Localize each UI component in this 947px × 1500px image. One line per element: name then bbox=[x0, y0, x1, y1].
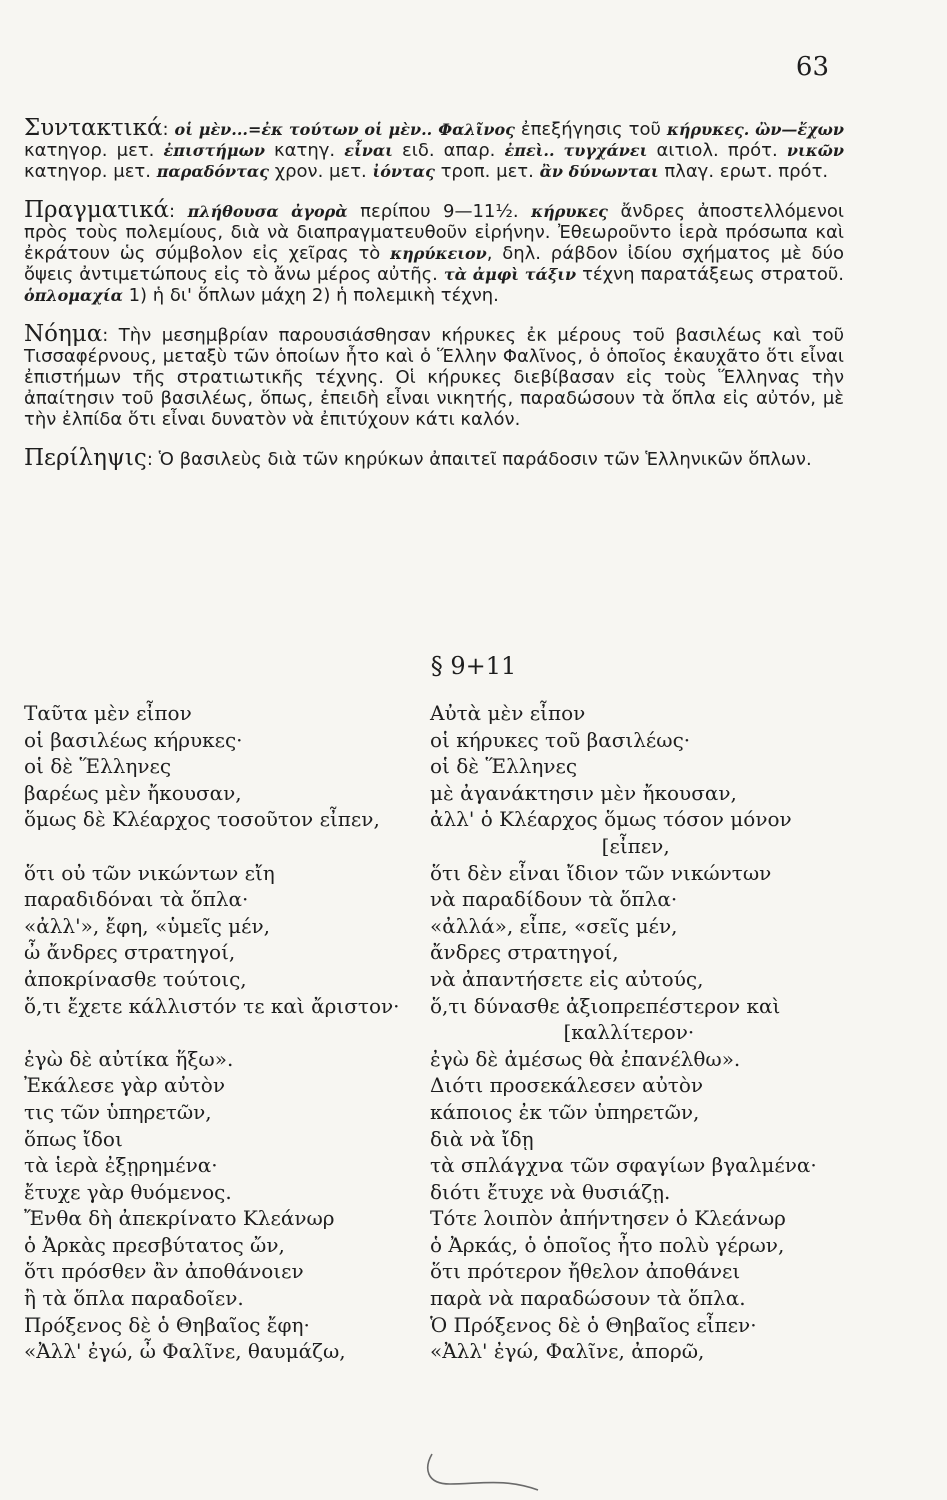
text-line bbox=[24, 1019, 400, 1046]
page-number: 63 bbox=[795, 52, 829, 82]
text-line: οἱ δὲ Ἕλληνες bbox=[430, 754, 578, 779]
text-line: παραδιδόναι τὰ ὅπλα· bbox=[24, 887, 249, 912]
text-line: οἱ βασιλέως κήρυκες· bbox=[24, 727, 243, 752]
note-heading: Περίληψις bbox=[24, 445, 147, 471]
text-line: διὰ νὰ ἴδῃ bbox=[430, 1126, 534, 1151]
note-text: : Ὁ βασιλεὺς διὰ τῶν κηρύκων ἀπαιτεῖ παράδοσιν τῶν Ἑλληνικῶν ὅπλων. bbox=[146, 449, 812, 470]
text-line: ἄνδρες στρατηγοί, bbox=[430, 940, 619, 965]
text-line: ὅπως ἴδοι bbox=[24, 1126, 123, 1151]
text-line: μὲ ἀγανάκτησιν μὲν ἤκουσαν, bbox=[430, 780, 737, 805]
note-text: ἄνδρες ἀποστελλόμενοι πρὸς τοὺς πολεμίους, διὰ νὰ διαπραγματευθοῦν εἰρήνην. Ἐθεωροῦντο ἱερὰ πρόσωπα καὶ ἐκράτουν ὡς σύμβολον εἰς χεῖρας τὸ bbox=[24, 201, 844, 264]
italic-term: κήρυκες bbox=[531, 202, 608, 221]
text-line: Αὐτὰ μὲν εἶπον bbox=[430, 701, 586, 725]
text-line: ὁ Ἀρκὰς πρεσβύτατος ὤν, bbox=[24, 1232, 285, 1257]
text-line: ἢ τὰ ὅπλα παραδοῖεν. bbox=[24, 1286, 244, 1311]
note-text: κατηγορ. μετ. bbox=[24, 140, 164, 161]
note-text: : Τὴν μεσημβρίαν παρουσιάσθησαν κήρυκες ἐκ μέρους τοῦ βασιλέως καὶ τοῦ Τισσαφέρνους, μεταξὺ τῶν ὁποίων ἦτο καὶ ὁ Ἕλλην Φαλῖνος, ὁ ὁποῖος ἐκαυχᾶτο ὅτι εἶναι ἐπιστήμων τῆς στρατιωτικῆς τέχνης. Οἱ κήρυκες διεβίβασαν εἰς τοὺς Ἕλληνας τὴν ἀπαίτησιν τοῦ βασιλέως, ὅπως, ἐπειδὴ εἶναι νικητής, παραδώσουν τὰ ὅπλα εἰς αὐτόν, μὲ τὴν ἐλπίδα ὅτι εἶναι δυνατὸν νὰ ἐπιτύχουν κάτι καλόν. bbox=[24, 325, 844, 430]
text-line: Ἔνθα δὴ ἀπεκρίνατο Κλεάνωρ bbox=[24, 1206, 335, 1231]
italic-term: ἂν δύνωνται bbox=[539, 162, 659, 181]
section-heading: § 9+11 bbox=[430, 652, 517, 680]
text-line: ὅτι δὲν εἶναι ἴδιον τῶν νικώντων bbox=[430, 860, 772, 885]
note-text: 1) ἡ δι' ὅπλων μάχη 2) ἡ πολεμικὴ τέχνη. bbox=[122, 285, 499, 306]
text-line: ὅτι πρόσθεν ἂν ἀποθάνοιεν bbox=[24, 1259, 304, 1284]
text-line: ὁ Ἀρκάς, ὁ ὁποῖος ἦτο πολὺ γέρων, bbox=[430, 1232, 785, 1257]
text-line: ἀλλ' ὁ Κλέαρχος ὅμως τόσον μόνον bbox=[430, 807, 792, 832]
text-line: Πρόξενος δὲ ὁ Θηβαῖος ἔφη· bbox=[24, 1312, 310, 1337]
modern-translation-column bbox=[430, 700, 817, 1365]
note-text: πλαγ. ερωτ. πρότ. bbox=[658, 161, 829, 182]
text-line: ἐγὼ δὲ αὐτίκα ἥξω». bbox=[24, 1046, 234, 1071]
ancient-text-column bbox=[24, 700, 400, 1365]
italic-term: οἱ μὲν...=ἐκ τούτων οἱ μὲν.. bbox=[174, 120, 433, 139]
italic-term: ἰόντας bbox=[372, 162, 435, 181]
text-line: Ταῦτα μὲν εἶπον bbox=[24, 701, 192, 725]
note-text: ἐπεξήγησις τοῦ bbox=[514, 119, 667, 140]
text-line: ὅμως δὲ Κλέαρχος τοσοῦτον εἶπεν, bbox=[24, 807, 380, 832]
italic-term: εἶναι bbox=[344, 141, 393, 160]
text-line: οἱ κήρυκες τοῦ βασιλέως· bbox=[430, 727, 691, 752]
italic-term: παραδόντας bbox=[156, 162, 269, 181]
text-line: τὰ σπλάγχνα τῶν σφαγίων βγαλμένα· bbox=[430, 1153, 817, 1178]
text-line: ὅτι πρότερον ἤθελον ἀποθάνει bbox=[430, 1259, 741, 1284]
note-text: αιτιολ. πρότ. bbox=[647, 140, 787, 161]
text-line: ἐγὼ δὲ ἀμέσως θὰ ἐπανέλθω». bbox=[430, 1046, 741, 1071]
text-line: ὅτι οὐ τῶν νικώντων εἴη bbox=[24, 860, 275, 885]
text-line: Ἐκάλεσε γὰρ αὐτὸν bbox=[24, 1073, 225, 1098]
note-heading: Πραγματικά bbox=[24, 197, 169, 223]
text-line: Ὁ Πρόξενος δὲ ὁ Θηβαῖος εἶπεν· bbox=[430, 1312, 757, 1337]
pen-scribble-mark bbox=[420, 1450, 560, 1495]
italic-term: πλήθουσα ἀγορὰ bbox=[187, 202, 348, 221]
note-body bbox=[24, 325, 844, 430]
italic-term: ὁπλομαχία bbox=[24, 286, 123, 305]
factual-note bbox=[24, 197, 845, 306]
note-text: ειδ. απαρ. bbox=[392, 140, 505, 161]
italic-term: κήρυκες. ὢν—ἔχων bbox=[666, 120, 845, 139]
note-text: τροπ. μετ. bbox=[434, 161, 540, 182]
italic-term: Φαλῖνος bbox=[438, 120, 515, 139]
text-line: Διότι προσεκάλεσεν αὐτὸν bbox=[430, 1073, 704, 1098]
text-line: κάποιος ἐκ τῶν ὑπηρετῶν, bbox=[430, 1099, 700, 1124]
text-line: [εἶπεν, bbox=[430, 833, 670, 858]
note-text: , δηλ. ράβδον ἰδίου σχήματος μὲ δύο ὄψεις ἀντιμετώπους εἰς τὸ ἄνω μέρος αὐτῆς. bbox=[24, 243, 844, 285]
text-line: «Ἀλλ' ἐγώ, ὦ Φαλῖνε, θαυμάζω, bbox=[24, 1339, 346, 1364]
italic-term: ἐπιστήμων bbox=[163, 141, 265, 160]
text-line: τὰ ἱερὰ ἐξῃρημένα· bbox=[24, 1153, 218, 1178]
text-line: ὦ ἄνδρες στρατηγοί, bbox=[24, 940, 236, 965]
text-line: βαρέως μὲν ἤκουσαν, bbox=[24, 780, 242, 805]
syntax-note bbox=[24, 115, 845, 182]
italic-term: τὰ ἀμφὶ τάξιν bbox=[443, 265, 577, 284]
italic-term: ἐπεὶ.. τυγχάνει bbox=[504, 141, 648, 160]
note-heading: Νόημα bbox=[24, 321, 103, 347]
text-line: «ἀλλ'», ἔφη, «ὑμεῖς μέν, bbox=[24, 913, 271, 938]
text-line: [καλλίτερον· bbox=[430, 1020, 695, 1045]
note-text: κατηγ. bbox=[264, 140, 345, 161]
text-line: οἱ δὲ Ἕλληνες bbox=[24, 754, 172, 779]
text-line: «Ἀλλ' ἐγώ, Φαλῖνε, ἀπορῶ, bbox=[430, 1339, 705, 1364]
note-text: τέχνη παρατάξεως στρατοῦ. bbox=[576, 264, 845, 285]
text-line: ὅ,τι δύνασθε ἀξιοπρεπέστερον καὶ bbox=[430, 993, 781, 1018]
note-text: : bbox=[162, 119, 175, 140]
summary-note bbox=[24, 445, 844, 471]
text-line: ὅ,τι ἔχετε κάλλιστόν τε καὶ ἄριστον· bbox=[24, 993, 400, 1018]
text-line: Τότε λοιπὸν ἀπήντησεν ὁ Κλεάνωρ bbox=[430, 1206, 786, 1231]
note-text: περίπου 9—11½. bbox=[347, 201, 532, 222]
text-line: διότι ἔτυχε νὰ θυσιάζῃ. bbox=[430, 1179, 671, 1204]
text-line: ἀποκρίνασθε τούτοις, bbox=[24, 966, 247, 991]
note-body bbox=[147, 449, 812, 470]
note-text: : bbox=[169, 201, 188, 222]
text-line: ἔτυχε γὰρ θυόμενος. bbox=[24, 1179, 232, 1204]
note-text: κατηγορ. μετ. bbox=[24, 161, 157, 182]
meaning-note bbox=[24, 321, 844, 430]
text-line: τις τῶν ὑπηρετῶν, bbox=[24, 1099, 212, 1124]
note-text: χρον. μετ. bbox=[268, 161, 373, 182]
italic-term: νικῶν bbox=[786, 141, 845, 160]
text-line: νὰ παραδίδουν τὰ ὅπλα· bbox=[430, 887, 678, 912]
text-line bbox=[24, 833, 400, 860]
notes-section bbox=[24, 115, 845, 488]
text-line: νὰ ἀπαντήσετε εἰς αὐτούς, bbox=[430, 966, 704, 991]
italic-term: κηρύκειον bbox=[390, 244, 487, 263]
text-line: παρὰ νὰ παραδώσουν τὰ ὅπλα. bbox=[430, 1286, 746, 1311]
text-line: «ἀλλά», εἶπε, «σεῖς μέν, bbox=[430, 913, 678, 938]
note-heading: Συντακτικά bbox=[24, 115, 163, 141]
